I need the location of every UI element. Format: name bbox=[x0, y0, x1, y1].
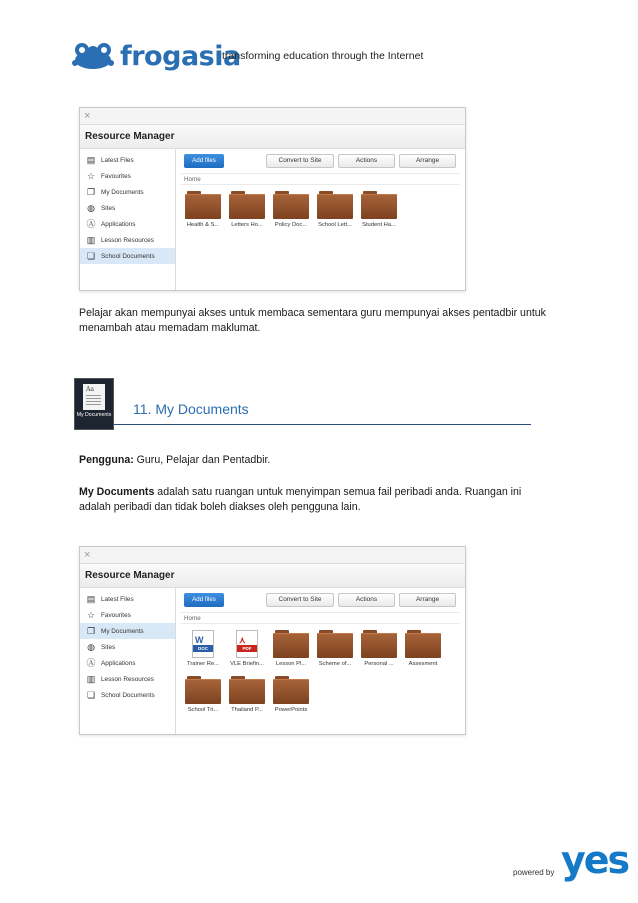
sidebar-item-label: My Documents bbox=[101, 627, 144, 635]
folder-icon bbox=[273, 191, 309, 219]
sidebar-item-my-documents[interactable] bbox=[80, 184, 175, 200]
lesson-resources-icon: ▥ bbox=[86, 674, 96, 684]
folder-icon bbox=[273, 630, 309, 658]
item-label: PowerPoints bbox=[274, 707, 308, 713]
sidebar-item-favourites[interactable] bbox=[80, 607, 175, 623]
sidebar bbox=[80, 588, 176, 734]
sidebar-item-applications[interactable] bbox=[80, 216, 175, 232]
documents-icon: ❐ bbox=[86, 626, 96, 636]
window-title: Resource Manager bbox=[80, 125, 465, 149]
folder-item[interactable] bbox=[181, 676, 225, 722]
sidebar-item-sites[interactable] bbox=[80, 200, 175, 216]
school-documents-icon: ❏ bbox=[86, 251, 96, 261]
folder-item[interactable] bbox=[181, 191, 225, 237]
item-label: Policy Doc... bbox=[274, 222, 308, 228]
applications-icon: Ⓐ bbox=[86, 658, 96, 668]
window-topbar bbox=[80, 108, 465, 125]
yes-logo: yes bbox=[561, 838, 629, 882]
item-label: School Tri... bbox=[187, 707, 219, 713]
folder-item[interactable] bbox=[357, 630, 401, 676]
pdf-file-icon: ⋏ PDF bbox=[236, 630, 258, 658]
sidebar-item-school-documents[interactable] bbox=[80, 248, 175, 264]
item-label: Letters Ho... bbox=[231, 222, 263, 228]
users-text: Guru, Pelajar dan Pentadbir. bbox=[133, 454, 271, 466]
breadcrumb[interactable]: Home bbox=[181, 173, 460, 185]
folder-item[interactable] bbox=[313, 191, 357, 237]
resource-manager-screenshot-1 bbox=[79, 107, 466, 291]
add-files-button[interactable]: Add files bbox=[184, 154, 224, 168]
folder-icon bbox=[317, 191, 353, 219]
convert-to-site-button[interactable]: Convert to Site bbox=[266, 593, 334, 607]
item-label: Assesment bbox=[408, 661, 438, 667]
document-icon bbox=[83, 384, 105, 410]
file-item[interactable] bbox=[225, 630, 269, 676]
sidebar bbox=[80, 149, 176, 290]
applications-icon: Ⓐ bbox=[86, 219, 96, 229]
file-grid bbox=[181, 191, 460, 237]
lesson-resources-icon: ▥ bbox=[86, 235, 96, 245]
folder-icon bbox=[361, 630, 397, 658]
window-title: Resource Manager bbox=[80, 564, 465, 588]
sidebar-item-applications[interactable] bbox=[80, 655, 175, 671]
sidebar-item-label: Lesson Resources bbox=[101, 236, 154, 244]
folder-icon bbox=[185, 191, 221, 219]
sidebar-item-label: Latest Files bbox=[101, 595, 134, 603]
item-label: Thailand P... bbox=[231, 707, 263, 713]
file-item[interactable] bbox=[181, 630, 225, 676]
section-title: 11. My Documents bbox=[133, 401, 249, 417]
actions-button[interactable]: Actions bbox=[338, 593, 395, 607]
folder-item[interactable] bbox=[269, 191, 313, 237]
sidebar-item-label: Sites bbox=[101, 643, 116, 651]
sidebar-item-my-documents[interactable] bbox=[80, 623, 175, 639]
logo-text: frogasia bbox=[120, 40, 241, 72]
my-documents-section-icon bbox=[74, 378, 114, 430]
school-documents-icon: ❏ bbox=[86, 690, 96, 700]
latest-files-icon: ▤ bbox=[86, 594, 96, 604]
close-icon[interactable]: × bbox=[84, 549, 91, 561]
sidebar-item-sites[interactable] bbox=[80, 639, 175, 655]
arrange-button[interactable]: Arrange bbox=[399, 593, 456, 607]
sidebar-item-latest-files[interactable] bbox=[80, 152, 175, 168]
folder-item[interactable] bbox=[269, 630, 313, 676]
section-divider bbox=[114, 424, 531, 425]
item-label: Trainer Re... bbox=[187, 661, 219, 667]
item-label: Health & S... bbox=[186, 222, 220, 228]
powered-by-text: powered by bbox=[513, 868, 555, 877]
folder-icon bbox=[317, 630, 353, 658]
word-file-icon: W DOC bbox=[192, 630, 214, 658]
folder-item[interactable] bbox=[225, 676, 269, 722]
users-paragraph bbox=[79, 453, 549, 468]
sidebar-item-label: Sites bbox=[101, 204, 116, 212]
item-label: Personal ... bbox=[364, 661, 394, 667]
item-label: Scheme of... bbox=[318, 661, 352, 667]
main-area bbox=[176, 588, 465, 734]
item-label: Student Ha... bbox=[362, 222, 396, 228]
documents-icon: ❐ bbox=[86, 187, 96, 197]
window-topbar bbox=[80, 547, 465, 564]
sidebar-item-label: School Documents bbox=[101, 691, 155, 699]
sidebar-item-label: Applications bbox=[101, 220, 136, 228]
description-label: My Documents bbox=[79, 486, 155, 498]
sidebar-item-latest-files[interactable] bbox=[80, 591, 175, 607]
globe-icon: ◍ bbox=[87, 642, 95, 652]
sidebar-item-label: Favourites bbox=[101, 611, 131, 619]
actions-button[interactable]: Actions bbox=[338, 154, 395, 168]
icon-aa-text: Aa bbox=[86, 386, 94, 393]
close-icon[interactable]: × bbox=[84, 110, 91, 122]
description-text: adalah satu ruangan untuk menyimpan semua fail peribadi anda. Ruangan ini adalah peribadi dan tidak boleh diakses oleh pengguna lain. bbox=[79, 486, 522, 513]
sidebar-item-label: School Documents bbox=[101, 252, 155, 260]
frog-logo-icon bbox=[72, 41, 114, 71]
folder-item[interactable] bbox=[269, 676, 313, 722]
tagline: transforming education through the Internet bbox=[222, 50, 424, 62]
folder-item[interactable] bbox=[225, 191, 269, 237]
globe-icon: ◍ bbox=[87, 203, 95, 213]
access-paragraph: Pelajar akan mempunyai akses untuk membaca sementara guru mempunyai akses pentadbir untuk menambah atau memadam maklumat. bbox=[79, 307, 546, 334]
item-label: School Lett... bbox=[318, 222, 352, 228]
breadcrumb[interactable]: Home bbox=[181, 612, 460, 624]
sidebar-item-label: Lesson Resources bbox=[101, 675, 154, 683]
convert-to-site-button[interactable]: Convert to Site bbox=[266, 154, 334, 168]
folder-item[interactable] bbox=[357, 191, 401, 237]
folder-item[interactable] bbox=[313, 630, 357, 676]
item-label: VLE Briefin... bbox=[230, 661, 264, 667]
sidebar-item-label: Latest Files bbox=[101, 156, 134, 164]
sidebar-item-lesson-resources[interactable] bbox=[80, 671, 175, 687]
sidebar-item-lesson-resources[interactable] bbox=[80, 232, 175, 248]
item-label: Lesson Pl... bbox=[275, 661, 307, 667]
users-label: Pengguna: bbox=[79, 454, 134, 466]
folder-icon bbox=[185, 676, 221, 704]
add-files-button[interactable]: Add files bbox=[184, 593, 224, 607]
latest-files-icon: ▤ bbox=[86, 155, 96, 165]
folder-icon bbox=[361, 191, 397, 219]
sidebar-item-label: Favourites bbox=[101, 172, 131, 180]
toolbar bbox=[181, 591, 460, 608]
frogasia-logo bbox=[72, 36, 241, 76]
sidebar-item-school-documents[interactable] bbox=[80, 687, 175, 703]
folder-icon bbox=[273, 676, 309, 704]
description-paragraph bbox=[79, 485, 549, 515]
sidebar-item-label: Applications bbox=[101, 659, 136, 667]
main-area bbox=[176, 149, 465, 290]
folder-icon bbox=[229, 191, 265, 219]
arrange-button[interactable]: Arrange bbox=[399, 154, 456, 168]
file-grid bbox=[181, 630, 460, 722]
sidebar-item-favourites[interactable] bbox=[80, 168, 175, 184]
folder-item[interactable] bbox=[401, 630, 445, 676]
sidebar-item-label: My Documents bbox=[101, 188, 144, 196]
star-icon: ☆ bbox=[86, 610, 96, 620]
star-icon: ☆ bbox=[86, 171, 96, 181]
toolbar bbox=[181, 152, 460, 169]
folder-icon bbox=[405, 630, 441, 658]
folder-icon bbox=[229, 676, 265, 704]
resource-manager-screenshot-2 bbox=[79, 546, 466, 735]
section-icon-caption: My Documents bbox=[76, 412, 112, 418]
